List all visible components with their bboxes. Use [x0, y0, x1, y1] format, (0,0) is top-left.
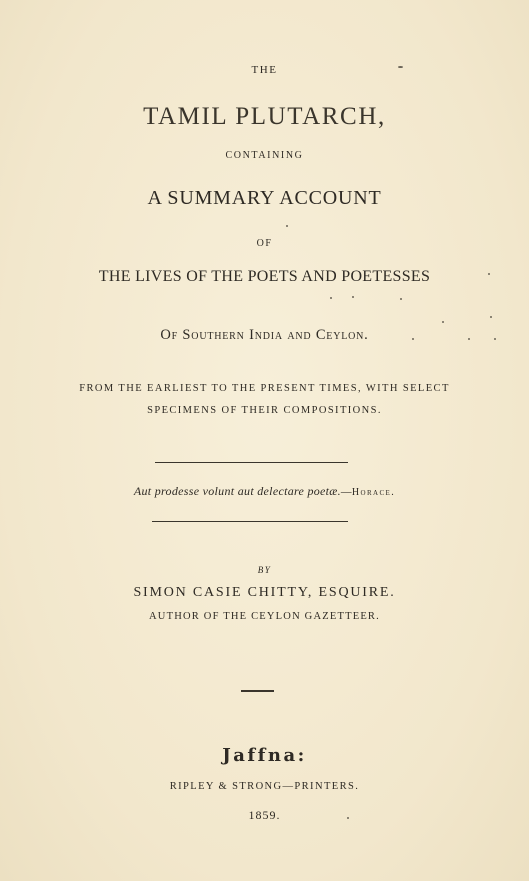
author-name: SIMON CASIE CHITTY, ESQUIRE. [133, 585, 396, 600]
imprint-place: Jaffna: [222, 745, 307, 766]
imprint-year: 1859. [248, 808, 281, 822]
containing-label: CONTAINING [225, 150, 304, 161]
scan-speck [442, 321, 444, 323]
subtitle-lives: THE LIVES OF THE POETS AND POETESSES [98, 268, 431, 285]
motto-attribution: Horace. [351, 487, 396, 498]
scan-speck [494, 338, 496, 340]
subtitle-summary: A SUMMARY ACCOUNT [147, 187, 382, 209]
book-title: TAMIL PLUTARCH, [143, 103, 386, 130]
motto-text: Aut prodesse volunt aut delectare poetæ.— [133, 484, 352, 498]
author-credit: AUTHOR OF THE CEYLON GAZETTEER. [149, 611, 380, 622]
scan-speck [488, 273, 490, 275]
divider-rule-bottom [152, 521, 348, 522]
scan-speck [398, 66, 403, 68]
scan-speck [286, 225, 288, 227]
imprint-printers: RIPLEY & STRONG—PRINTERS. [169, 781, 360, 792]
title-article: THE [251, 64, 278, 76]
scan-speck [352, 296, 354, 298]
subtitle-region: Of Southern India and Ceylon. [160, 327, 369, 343]
scan-speck [412, 338, 414, 340]
motto [0, 484, 529, 499]
by-label: BY [257, 565, 272, 575]
description-line-1: FROM THE EARLIEST TO THE PRESENT TIMES, WITH SELECT [79, 383, 450, 394]
scan-speck [400, 298, 402, 300]
scan-speck [330, 297, 332, 299]
divider-rule-short [241, 690, 274, 692]
scan-speck [468, 338, 470, 340]
scan-speck [347, 817, 349, 819]
scan-speck [490, 316, 492, 318]
description-line-2: SPECIMENS OF THEIR COMPOSITIONS. [147, 405, 382, 416]
divider-rule-top [155, 462, 348, 463]
of-label: OF [256, 238, 273, 249]
